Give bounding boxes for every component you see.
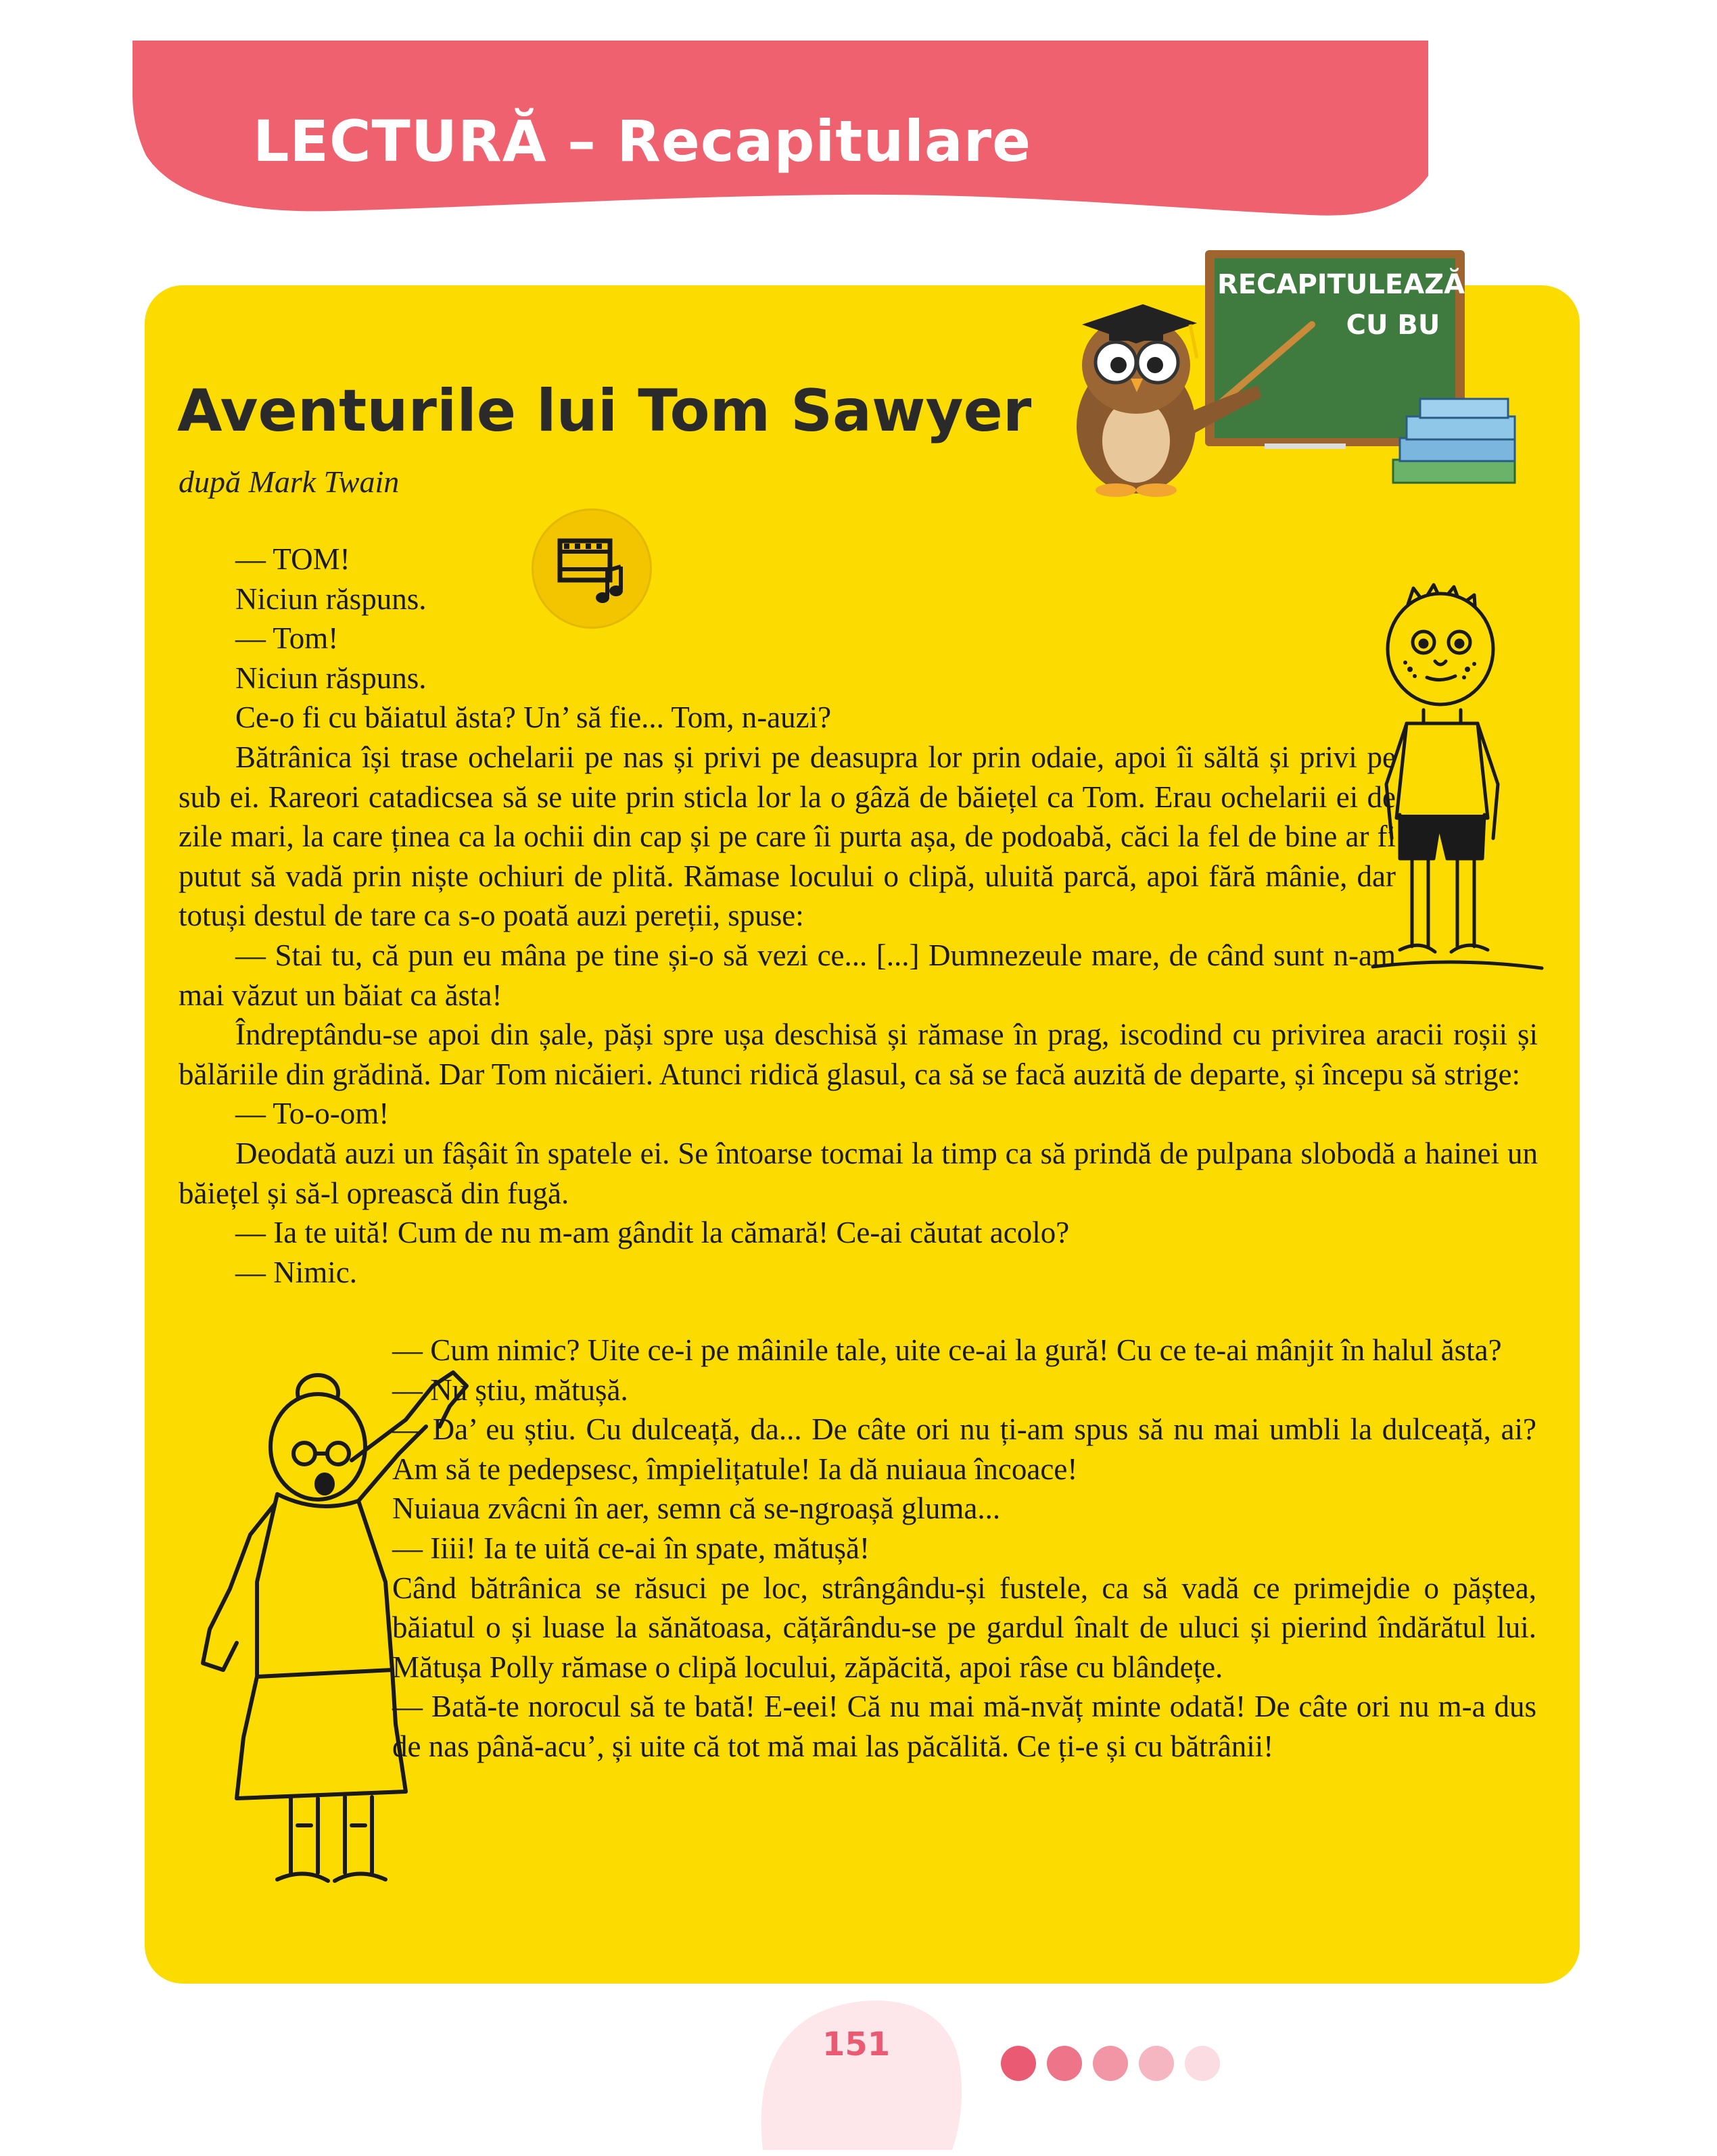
paragraph: — Iiii! Ia te uită ce-ai în spate, mătușă! <box>392 1531 870 1565</box>
boy-tom-illustration <box>1359 581 1549 987</box>
paragraph: — Nu știu, mătușă. <box>392 1372 628 1407</box>
page-number: 151 <box>822 2026 891 2063</box>
paragraph: Niciun răspuns. <box>235 661 427 695</box>
paragraph: — TOM! <box>235 542 350 576</box>
paragraph: — Da’ eu știu. Cu dulceață, da... De câte ori nu ți-am spus să nu mai umbli la dulceață, ai? Am să te pedepsesc, împielițatule! Ia dă nuiaua încoace! <box>392 1412 1536 1486</box>
page-number-blob <box>756 1988 966 2150</box>
page-dot <box>1139 2046 1174 2081</box>
section-title: LECTURĂ – Recapitulare <box>253 108 1032 174</box>
story-author: după Mark Twain <box>179 464 400 499</box>
paragraph: Deodată auzi un fâșâit în spatele ei. Se întoarse tocmai la timp ca să prindă de pulpana slobodă a hainei un băiețel și să-l oprească din fugă. <box>179 1136 1538 1210</box>
page-dot <box>1185 2046 1220 2081</box>
story-text <box>179 540 1538 1292</box>
paragraph: — Ia te uită! Cum de nu m-am gândit la cămară! Ce-ai căutat acolo? <box>235 1216 1070 1250</box>
page-dot <box>1047 2046 1082 2081</box>
paragraph: Ce-o fi cu băiatul ăsta? Un’ să fie... Tom, n-auzi? <box>235 700 832 735</box>
paragraph: Niciun răspuns. <box>235 581 427 616</box>
badge-line-2: CU BU <box>1346 310 1440 341</box>
paragraph: Când bătrânica se răsuci pe loc, strângându-și fustele, ca să vadă ce primejdie o păștea, băiatul o și luase la sănătoasa, cățărându-se pe gardul înalt de uluci și pierind îndărătul lui. Mătușa Polly rămase o clipă locului, zăpăcită, apoi râse cu blândețe. <box>392 1571 1536 1684</box>
paragraph: Nuiaua zvâcni în aer, semn că se-ngroașă gluma... <box>392 1491 1001 1526</box>
paragraph: Bătrânica își trase ochelarii pe nas și privi pe deasupra lor prin odaie, apoi îi săltă și privi pe sub ei. Rareori catadicsea să se uite prin sticla lor la o gâză de băiețel ca Tom. Erau ochelarii ei de zile mari, la care ținea ca la ochii din cap și pe care îi purta așa, de podoabă, căci la fel de bine ar fi putut să vadă prin niște ochiuri de plită. Rămase locului o clipă, uluită parcă, apoi fără mânie, dar totuși destul de tare ca s-o poată auzi pereții, spuse: <box>179 740 1396 933</box>
badge-line-1: RECAPITULEAZĂ <box>1217 269 1465 300</box>
page-dot <box>1001 2046 1036 2081</box>
paragraph: — Stai tu, că pun eu mâna pe tine și-o să vezi ce... [...] Dumnezeule mare, de când sunt n-am mai văzut un băiat ca ăsta! <box>179 938 1396 1012</box>
paragraph: Îndreptându-se apoi din șale, păși spre ușa deschisă și rămase în prag, iscodind cu privirea aracii roșii și bălăriile din grădină. Dar Tom nicăieri. Atunci ridică glasul, ca să se facă auzită de departe, și începu să strige: <box>179 1017 1538 1091</box>
paragraph: — Cum nimic? Uite ce-i pe mâinile tale, uite ce-ai la gură! Cu ce te-ai mânjit în halul ăsta? <box>392 1333 1502 1367</box>
paragraph: — Nimic. <box>235 1255 357 1289</box>
story-title: Aventurile lui Tom Sawyer <box>177 377 1032 445</box>
paragraph: — Tom! <box>235 621 339 656</box>
paragraph: — Bată-te norocul să te bată! E-eei! Că nu mai mă-nvăț minte odată! De câte ori nu m-a dus de nas până-acu’, și uite că tot mă mai las păcălită. Ce ți-e și cu bătrânii! <box>392 1690 1536 1763</box>
page-dot <box>1093 2046 1128 2081</box>
section-banner <box>133 41 1428 243</box>
aunt-polly-illustration <box>183 1359 561 1900</box>
story-text-lower <box>392 1331 1536 1767</box>
paragraph: — To-o-om! <box>235 1097 390 1131</box>
